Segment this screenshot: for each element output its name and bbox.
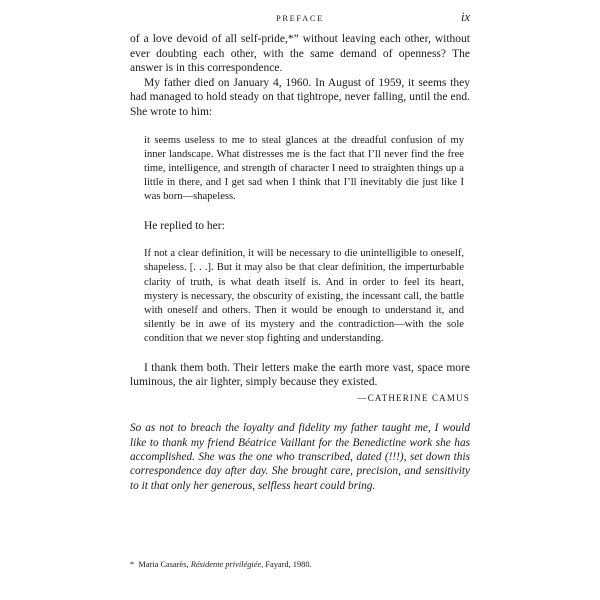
- paragraph-1: of a love devoid of all self-pride,*” without leaving each other, without ever doubting each other, with the same demand of openness? The answer is in this correspondence.: [130, 33, 470, 75]
- paragraph-2: My father died on January 4, 1960. In August of 1959, it seems they had managed to hold steady on that tightrope, never falling, until the end. She wrote to him:: [130, 76, 470, 118]
- block-quote-2: If not a clear definition, it will be necessary to die unintelligible to oneself, shapeless. [. . .]. But it may also be that clear definition, the imperturbable clarity of truth, is what death itself is. And in order to feel its heart, mystery is necessary, the obscurity of existing, the incessant call, the battle with oneself and others. Then it would be enough to understand it, and silently be in awe of its mystery and the contradiction—with the sole condition that we never stop fighting and understanding.: [144, 248, 464, 345]
- acknowledgment: So as not to breach the loyalty and fidelity my father taught me, I would like to thank my friend Béatrice Vaillant for the Benedictine work she has accomplished. She was the one who transcribed, dated (!!!), set down this correspondence day after day. She brought care, precision, and sensitivity to it that only her generous, selfless heart could bring.: [130, 422, 470, 492]
- body-text: [130, 32, 470, 493]
- footnote-title: Résidente privilégiée,: [190, 560, 264, 569]
- footnote-author: Maria Casarès,: [138, 560, 189, 569]
- footnote-publisher: Fayard, 1980.: [265, 560, 312, 569]
- page-number: ix: [460, 10, 470, 24]
- footnote-marker: *: [130, 560, 135, 569]
- running-title: PREFACE: [276, 13, 324, 23]
- block-quote-1: it seems useless to me to steal glances at the dreadful confusion of my inner landscape. What distresses me is the fact that I’ll never find the free time, intelligence, and strength of character I need to straighten things up a little in there, and I get sad when I think that I’ll inevitably die just like I was born—shapeless.: [144, 134, 464, 203]
- paragraph-4: I thank them both. Their letters make the earth more vast, space more luminous, the air lighter, simply because they existed.: [130, 361, 470, 389]
- footnote: [130, 559, 470, 570]
- running-head: [130, 11, 470, 27]
- paragraph-3: He replied to her:: [144, 219, 225, 232]
- signature: —CATHERINE CAMUS: [357, 392, 470, 403]
